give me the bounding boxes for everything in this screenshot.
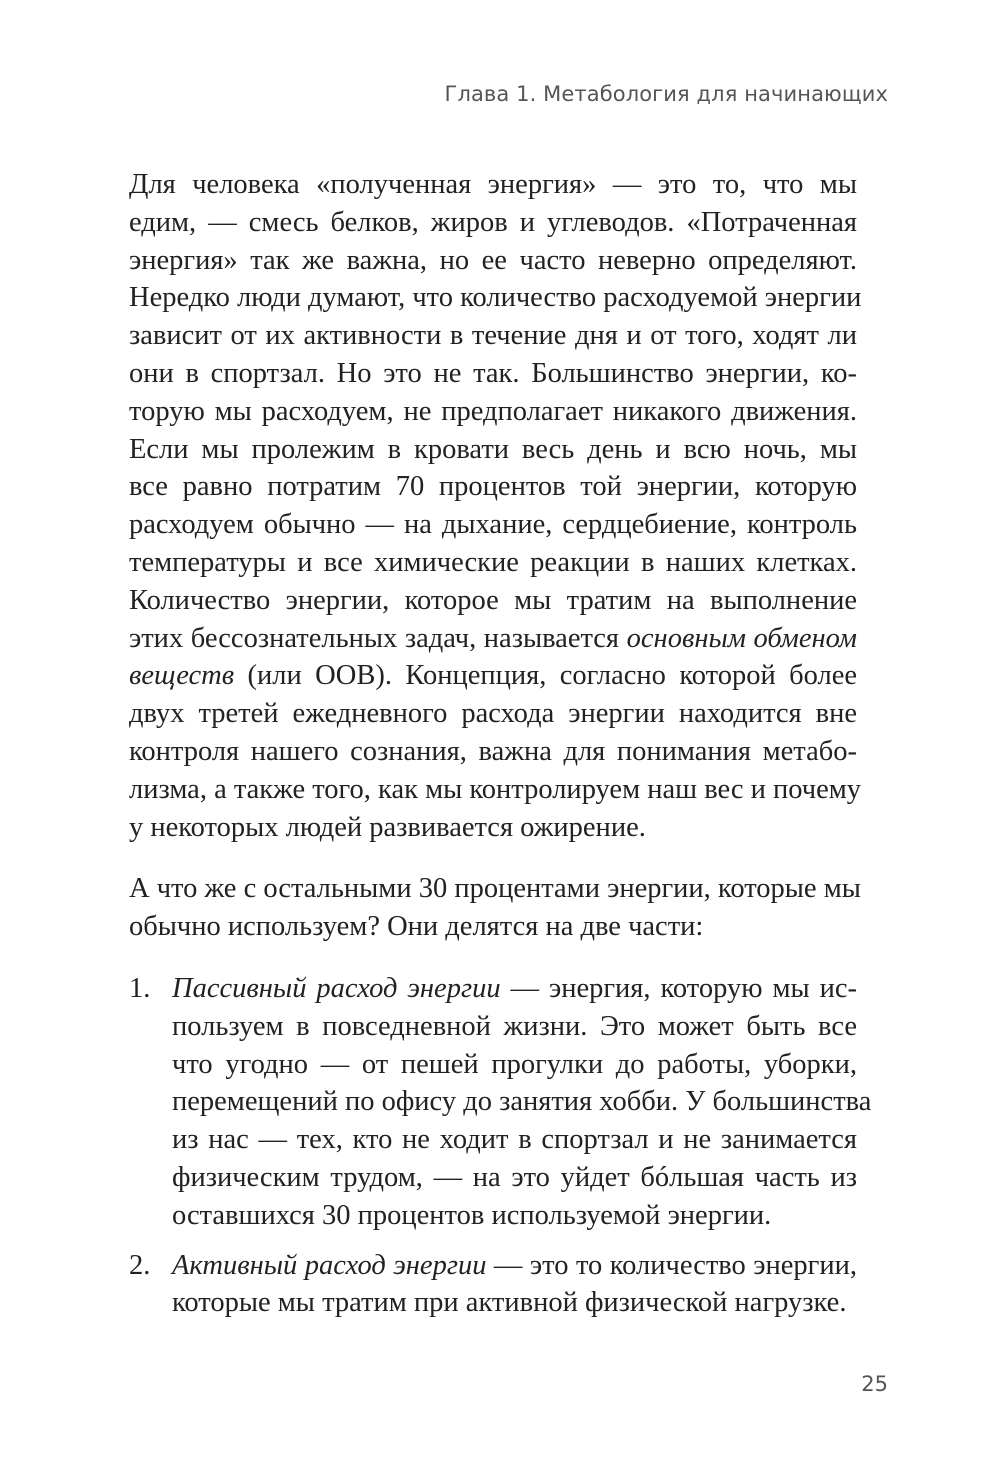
text-line: А что же с остальными 30 процентами энергии, которые мы xyxy=(129,873,861,905)
text-line: у некоторых людей развивается ожирение. xyxy=(129,811,646,843)
text-line: Для человека «полученная энергия» — это то, что мы xyxy=(129,169,857,200)
text-line: зависит от их активности в течение дня и от того, ходят ли xyxy=(129,320,857,352)
paragraph-2 xyxy=(129,870,861,946)
text-line: обычно используем? Они делятся на две части: xyxy=(129,911,704,943)
text-line xyxy=(129,620,857,658)
italic-term: Активный расход энергии xyxy=(172,1249,487,1281)
text-line xyxy=(172,1247,857,1285)
text-line: энергия» так же важна, но ее часто неверно определяют. xyxy=(129,244,857,276)
text-line: перемещений по офису до занятия хобби. У большинства xyxy=(172,1086,872,1118)
body-text xyxy=(129,166,872,1322)
text-line: что угодно — от пешей прогулки до работы, уборки, xyxy=(172,1048,857,1080)
text-line: все равно потратим 70 процентов той энергии, которую xyxy=(129,471,857,503)
text-line: Количество энергии, которое мы тратим на выполнение xyxy=(129,584,857,616)
text-line: Нередко люди думают, что количество расходуемой энергии xyxy=(129,282,862,314)
text-line: оставшихся 30 процентов используемой энергии. xyxy=(172,1199,772,1231)
text-line: температуры и все химические реакции в наших клетках. xyxy=(129,546,857,578)
italic-term: Пассивный расход энергии xyxy=(172,972,501,1004)
running-head: Глава 1. Метабология для начинающих xyxy=(444,82,888,106)
italic-term: основным обменом xyxy=(626,622,857,654)
list-number: 2. xyxy=(129,1249,151,1281)
list-number: 1. xyxy=(129,972,151,1004)
text-line: лизма, а также того, как мы контролируем наш вес и почему xyxy=(129,773,862,805)
text-line: расходуем обычно — на дыхание, сердцебиение, контроль xyxy=(129,509,857,541)
text-run: — энергия, которую мы ис- xyxy=(500,972,857,1004)
list-item-passive xyxy=(129,970,872,1235)
text-line: контроля нашего сознания, важна для понимания метабо- xyxy=(129,735,857,767)
italic-term: веществ xyxy=(129,660,235,692)
text-line: которые мы тратим при активной физической нагрузке. xyxy=(172,1287,847,1319)
list-item-active xyxy=(129,1247,857,1323)
page-number: 25 xyxy=(861,1372,888,1396)
text-line: из нас — тех, кто не ходит в спортзал и не занимается xyxy=(172,1124,857,1156)
text-line: торую мы расходуем, не предполагает никакого движения. xyxy=(129,395,857,427)
text-line: пользуем в повседневной жизни. Это может быть все xyxy=(172,1010,857,1042)
text-line: они в спортзал. Но это не так. Большинство энергии, ко- xyxy=(129,357,857,389)
text-line: двух третей ежедневного расхода энергии находится вне xyxy=(129,698,857,730)
text-line xyxy=(129,657,857,695)
text-run: (или ООВ). Концепция, согласно которой более xyxy=(234,660,857,692)
text-run: этих бессознательных задач, называется xyxy=(129,622,627,654)
text-line: физическим трудом, — на это уйдет бóльшая часть из xyxy=(172,1161,857,1193)
text-line xyxy=(172,970,857,1008)
paragraph-1 xyxy=(129,166,862,846)
text-run: — это то количество энергии, xyxy=(486,1249,857,1281)
text-line: едим, — смесь белков, жиров и углеводов. «Потраченная xyxy=(129,206,857,238)
text-line: Если мы пролежим в кровати весь день и всю ночь, мы xyxy=(129,433,857,465)
